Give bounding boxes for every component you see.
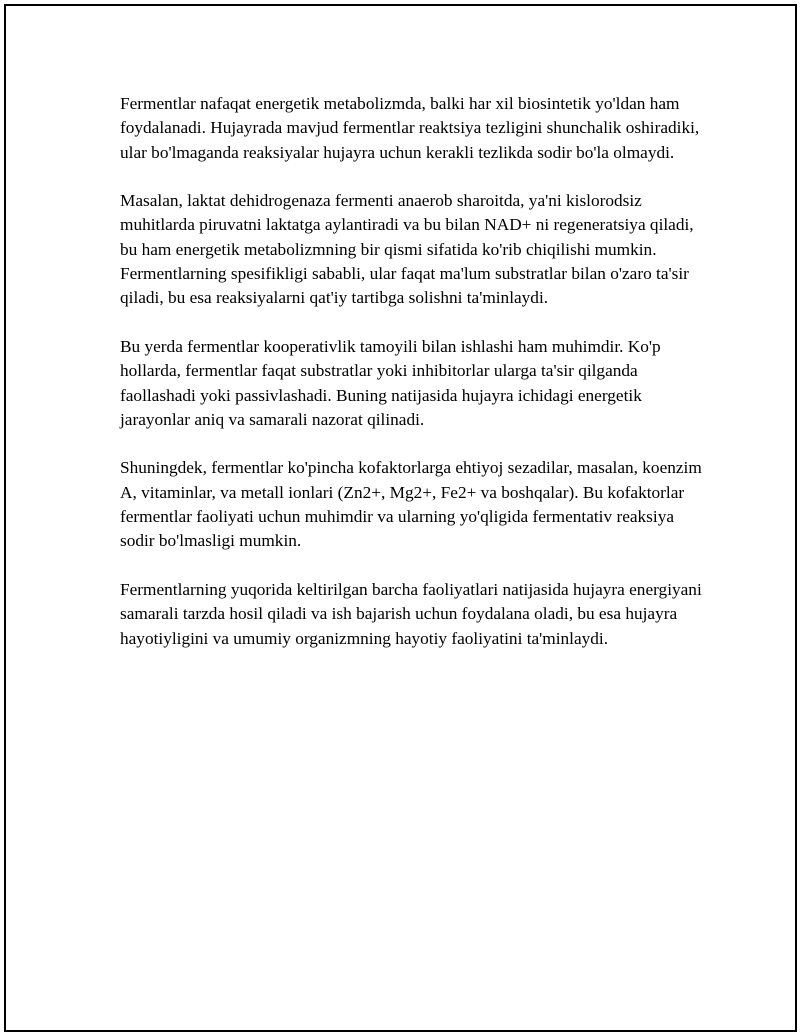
paragraph-5: Fermentlarning yuqorida keltirilgan barcha faoliyatlari natijasida hujayra energiyani samarali tarzda hosil qiladi va ish bajarish uchun foydalana oladi, bu esa hujayra hayotiyligini va umumiy organizmning hayotiy faoliyatini ta'minlaydi.: [120, 579, 702, 648]
document-body: [120, 92, 705, 675]
page-frame: [4, 4, 797, 1032]
paragraph-1: Fermentlar nafaqat energetik metabolizmda, balki har xil biosintetik yo'ldan ham foydalanadi. Hujayrada mavjud fermentlar reaktsiya tezligini shunchalik oshiradiki, ular bo'lmaganda reaksiyalar hujayra uchun kerakli tezlikda sodir bo'la olmaydi.: [120, 94, 700, 162]
paragraph-2: Masalan, laktat dehidrogenaza fermenti anaerob sharoitda, ya'ni kislorodsiz muhitlarda piruvatni laktatga aylantiradi va bu bilan NAD+ ni regeneratsiya qiladi, bu ham energetik metabolizmning bir qismi sifatida ko'rib chiqilishi mumkin. Fermentlarning spesifikligi sababli, ular faqat ma'lum substratlar bilan o'zaro ta'sir qiladi, bu esa reaksiyalarni qat'iy tartibga solishni ta'minlaydi.: [120, 191, 694, 308]
paragraph-4: Shuningdek, fermentlar ko'pincha kofaktorlarga ehtiyoj sezadilar, masalan, koenzim A, vitaminlar, va metall ionlari (Zn2+, Mg2+, Fe2+ va boshqalar). Bu kofaktorlar fermentlar faoliyati uchun muhimdir va ularning yo'qligida fermentativ reaksiya sodir bo'lmasligi mumkin.: [120, 458, 702, 551]
paragraph-3: Bu yerda fermentlar kooperativlik tamoyili bilan ishlashi ham muhimdir. Ko'p hollarda, fermentlar faqat substratlar yoki inhibitorlar ularga ta'sir qilganda faollashadi yoki passivlashadi. Buning natijasida hujayra ichidagi energetik jarayonlar aniq va samarali nazorat qilinadi.: [120, 336, 661, 429]
